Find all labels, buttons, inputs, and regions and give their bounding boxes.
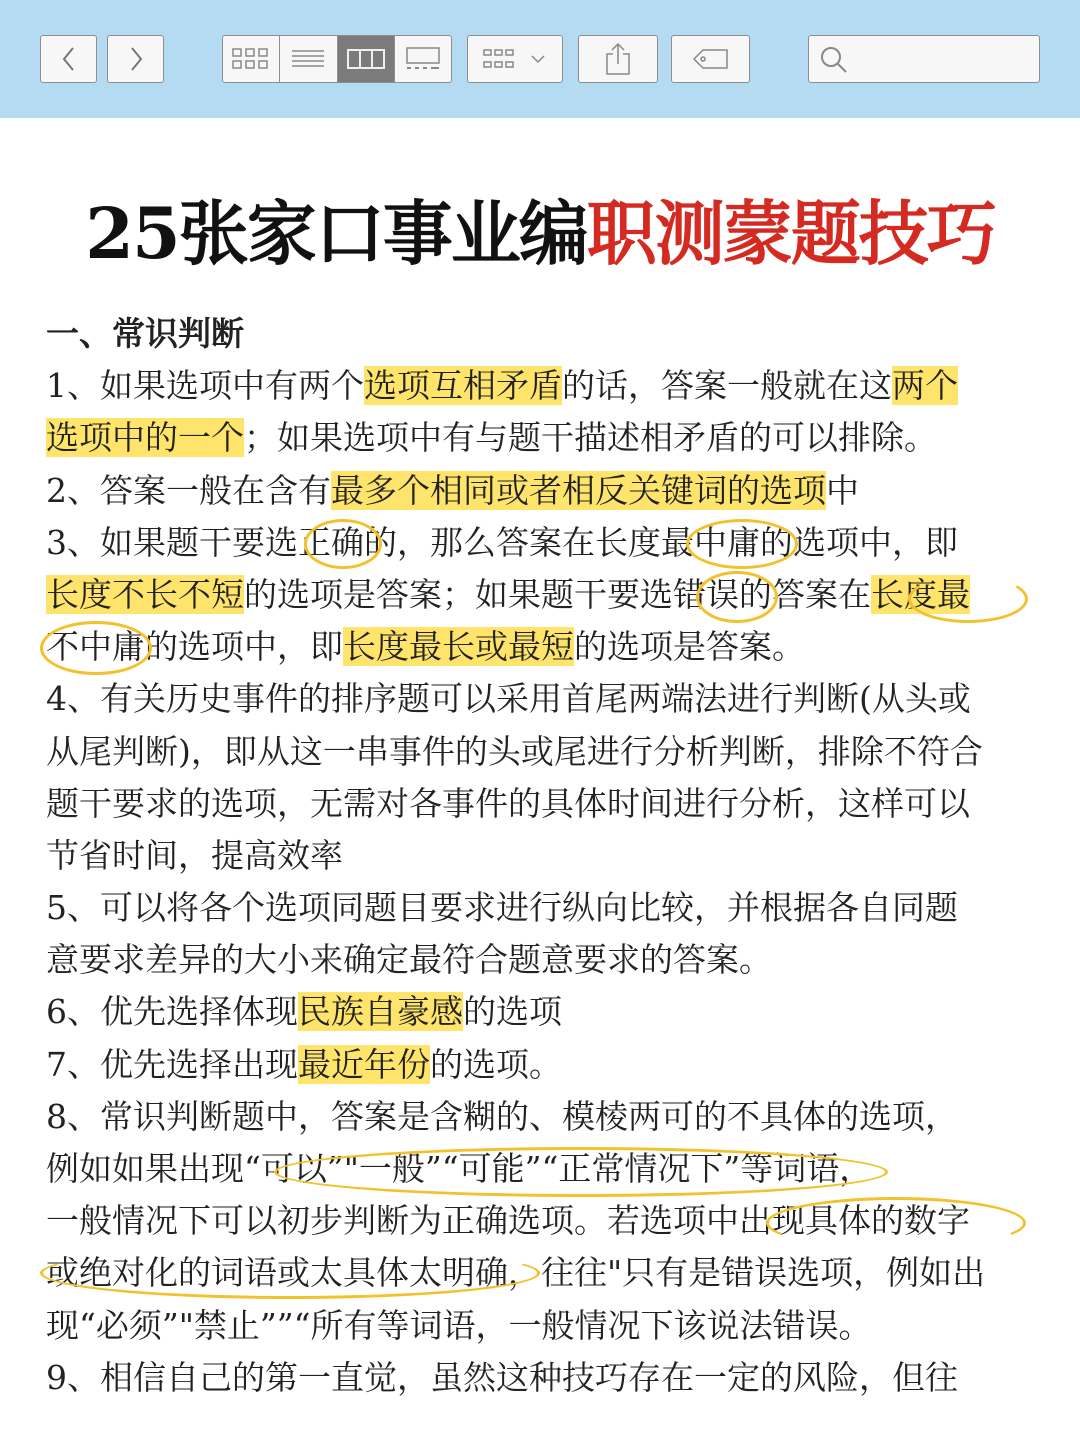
page-title	[0, 178, 1080, 279]
text-line: 8、常识判断题中，答案是含糊的、模棱两可的不具体的选项，	[46, 1096, 958, 1136]
grid-view-button[interactable]	[223, 36, 280, 82]
tag-button[interactable]	[671, 35, 750, 83]
text-line: 5、可以将各个选项同题目要求进行纵向比较，并根据各自同题	[46, 888, 958, 928]
chevron-left-icon	[59, 45, 79, 73]
view-mode-segmented-control	[222, 35, 452, 83]
text-line: 9、相信自己的第一直觉，虽然这种技巧存在一定的风险，但往	[46, 1357, 958, 1397]
highlight: 民族自豪感	[298, 992, 463, 1032]
text-line: 题干要求的选项，无需对各事件的具体时间进行分析，这样可以	[46, 783, 970, 823]
circled-text: 最中庸	[661, 522, 760, 562]
highlight: 长度最长或最短	[343, 627, 574, 667]
list-view-icon	[290, 46, 326, 72]
back-button[interactable]	[40, 35, 97, 83]
title-red: 职测蒙题技巧	[586, 192, 995, 275]
highlight: 长度不长不短	[46, 574, 244, 614]
text-line: 7、优先选择出现最近年份的选项。	[46, 1044, 562, 1084]
column-view-icon	[346, 46, 386, 72]
text-line: 1、如果选项中有两个选项互相矛盾的话，答案一般就在这两个	[46, 366, 958, 406]
chevron-right-icon	[126, 45, 146, 73]
circled-text: 不中庸	[46, 627, 145, 667]
text-line: 3、如果题干要选正确的，那么答案在长度最中庸的选项中，即	[46, 517, 1046, 569]
group-by-icon	[480, 46, 550, 72]
section-heading: 一、常识判断	[46, 314, 244, 353]
grid-view-icon	[231, 46, 271, 72]
highlight: 两个	[892, 366, 958, 406]
circled-text: 错误	[673, 574, 739, 614]
text-line: 现“必须”"禁止””“所有等词语，一般情况下该说法错误。	[46, 1305, 872, 1345]
gallery-view-button[interactable]	[395, 36, 451, 82]
search-field[interactable]	[808, 35, 1040, 83]
highlight: 长度最	[871, 574, 970, 614]
circled-text: 正确	[298, 522, 364, 562]
circled-text: “可以”"一般”“可能”“正常情况下”	[244, 1149, 741, 1188]
highlight: 选项中的一个	[46, 418, 244, 458]
text-line: 节省时间，提高效率	[46, 835, 343, 875]
text-line: 4、有关历史事件的排序题可以采用首尾两端法进行判断(从头或	[46, 679, 971, 719]
finder-toolbar	[0, 0, 1080, 118]
title-black: 25张家口事业编	[85, 192, 587, 275]
list-view-button[interactable]	[280, 36, 337, 82]
highlight: 最近年份	[298, 1044, 430, 1084]
text-line: 意要求差异的大小来确定最符合题意要求的答案。	[46, 940, 772, 980]
gallery-view-icon	[403, 46, 443, 72]
group-by-button[interactable]	[467, 35, 563, 83]
share-button[interactable]	[578, 35, 658, 83]
text-line: 从尾判断)，即从这一串事件的头或尾进行分析判断，排除不符合	[46, 731, 983, 771]
column-view-button[interactable]	[338, 36, 395, 82]
tag-icon	[691, 46, 731, 72]
text-line: 长度不长不短的选项是答案；如果题干要选错误的答案在长度最	[46, 569, 1046, 621]
highlight: 最多个相同或者相反关键词的选项	[331, 470, 826, 510]
forward-button[interactable]	[107, 35, 164, 83]
text-line: 6、优先选择体现民族自豪感的选项	[46, 992, 562, 1032]
search-input[interactable]	[853, 42, 1035, 76]
text-line: 一般情况下可以初步判断为正确选项。若选项中出现具体的数字	[46, 1195, 1046, 1247]
text-line: 不中庸的选项中，即长度最长或最短的选项是答案。	[46, 621, 1046, 673]
text-line: 例如如果出现“可以”"一般”“可能”“正常情况下”等词语，	[46, 1143, 1046, 1195]
share-icon	[603, 42, 633, 76]
text-line: 或绝对化的词语或太具体太明确，往往"只有是错误选项，例如出	[46, 1247, 1046, 1299]
circled-text: 出现具体的数字	[739, 1201, 970, 1241]
highlight: 选项互相矛盾	[364, 366, 562, 406]
circled-text: 或绝对化的词语或太具体太明确	[46, 1253, 508, 1293]
search-icon	[819, 45, 849, 75]
text-line: 2、答案一般在含有最多个相同或者相反关键词的选项中	[46, 470, 859, 510]
article-body	[46, 308, 1046, 1404]
text-line: 选项中的一个；如果选项中有与题干描述相矛盾的可以排除。	[46, 418, 937, 458]
